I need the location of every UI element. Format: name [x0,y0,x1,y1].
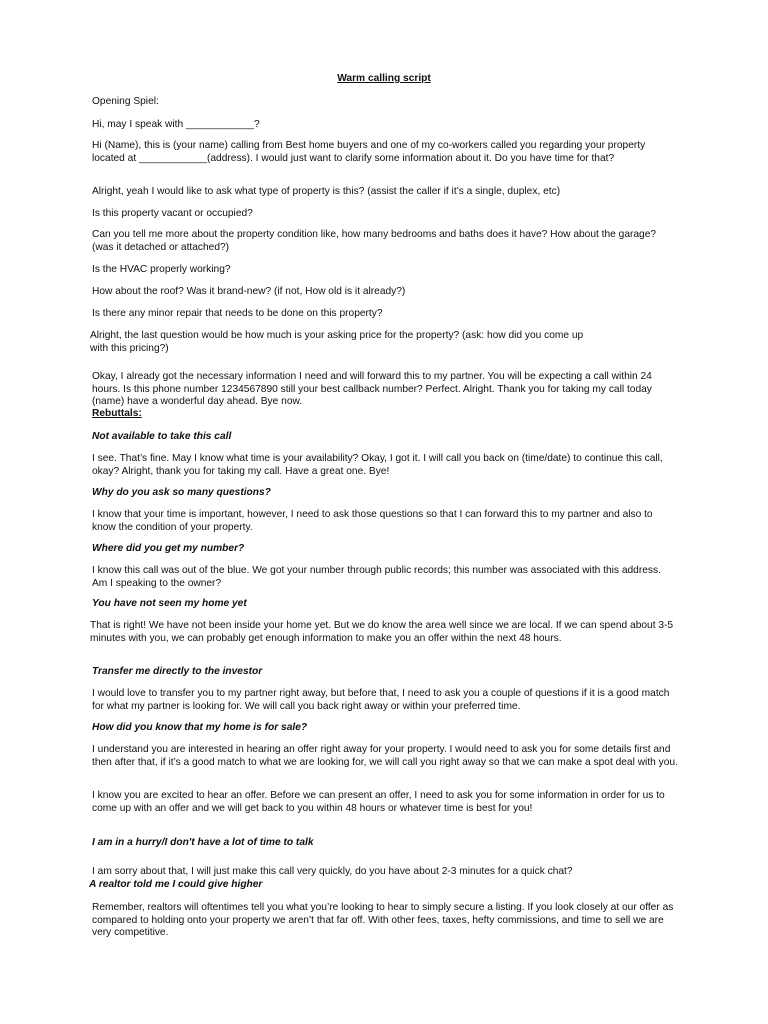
rebuttal-heading: I am in a hurry/I don't have a lot of time to talk [92,837,314,848]
rebuttal-body: I see. That’s fine. May I know what time is your availability? Okay, I got it. I will call you back on (time/date) to continue this call, okay? Alright, thank you for taking my call. Have a great one. Bye! [92,453,663,477]
opening-line: Okay, I already got the necessary information I need and will forward this to my partner. You will be expecting a call within 24 hours. Is this phone number 1234567890 still your best callback number? Perfect. Alright. Thank you for taking my call today (name) have a wonderful day ahead. Bye now. [92,371,652,408]
rebuttal-body: Remember, realtors will oftentimes tell you what you’re looking to hear to simply secure a listing. If you look closely at our offer as compared to holding onto your property we aren’t that far off. With other fees, taxes, hefty commissions, and time to sell we are very competitive. [92,902,674,939]
rebuttal-heading: Transfer me directly to the investor [92,666,263,677]
rebuttal-heading: You have not seen my home yet [92,598,247,609]
rebuttal-heading: Not available to take this call [92,431,232,442]
opening-line: Can you tell me more about the property condition like, how many bedrooms and baths does it have? How about the garage? (was it detached or attached?) [92,229,657,253]
rebuttal-body: I understand you are interested in hearing an offer right away for your property. I would need to ask you for some details first and then after that, if it’s a good match to what we are looking for, we will call you right away so that we can make a spot deal with you. [92,744,678,768]
rebuttal-body: I am sorry about that, I will just make this call very quickly, do you have about 2-3 minutes for a quick chat? [92,866,573,877]
opening-line: Is there any minor repair that needs to be done on this property? [92,308,383,319]
opening-line: Is this property vacant or occupied? [92,208,253,219]
rebuttal-heading: Why do you ask so many questions? [92,487,271,498]
opening-label: Opening Spiel: [92,96,159,107]
rebuttal-heading: A realtor told me I could give higher [89,879,263,890]
rebuttal-body: I know this call was out of the blue. We got your number through public records; this number was associated with this address. Am I speaking to the owner? [92,565,661,589]
opening-line: Hi, may I speak with ____________? [92,119,260,130]
rebuttal-heading: How did you know that my home is for sale? [92,722,308,733]
rebuttal-body: I would love to transfer you to my partner right away, but before that, I need to ask you a couple of questions if it is a good match for what my partner is looking for. We will call you back right away or within your preferred time. [92,688,670,712]
opening-line: Is the HVAC properly working? [92,264,231,275]
rebuttal-body: I know you are excited to hear an offer. Before we can present an offer, I need to ask you for some information in order for us to come up with an offer and we will get back to you within 48 hours or whatever time is best for you! [92,790,665,814]
opening-line: Alright, yeah I would like to ask what type of property is this? (assist the caller if it’s a single, duplex, etc) [92,186,561,197]
document-title: Warm calling script [337,73,431,84]
opening-line: Hi (Name), this is (your name) calling from Best home buyers and one of my co-workers called you regarding your property located at ____________(address). I would just want to clarify some information about it. Do you have time for that? [92,140,646,164]
opening-line: Alright, the last question would be how much is your asking price for the property? (ask: how did you come up with this pricing?) [90,330,584,354]
rebuttal-body: I know that your time is important, however, I need to ask those questions so that I can forward this to my partner and also to know the condition of your property. [92,509,653,533]
rebuttal-body: That is right! We have not been inside your home yet. But we do know the area well since we are local. If we can spend about 3-5 minutes with you, we can probably get enough information to make you an offer within the next 48 hours. [90,620,674,644]
rebuttal-heading: Where did you get my number? [92,543,245,554]
rebuttals-label: Rebuttals: [92,408,142,419]
opening-line: How about the roof? Was it brand-new? (if not, How old is it already?) [92,286,406,297]
